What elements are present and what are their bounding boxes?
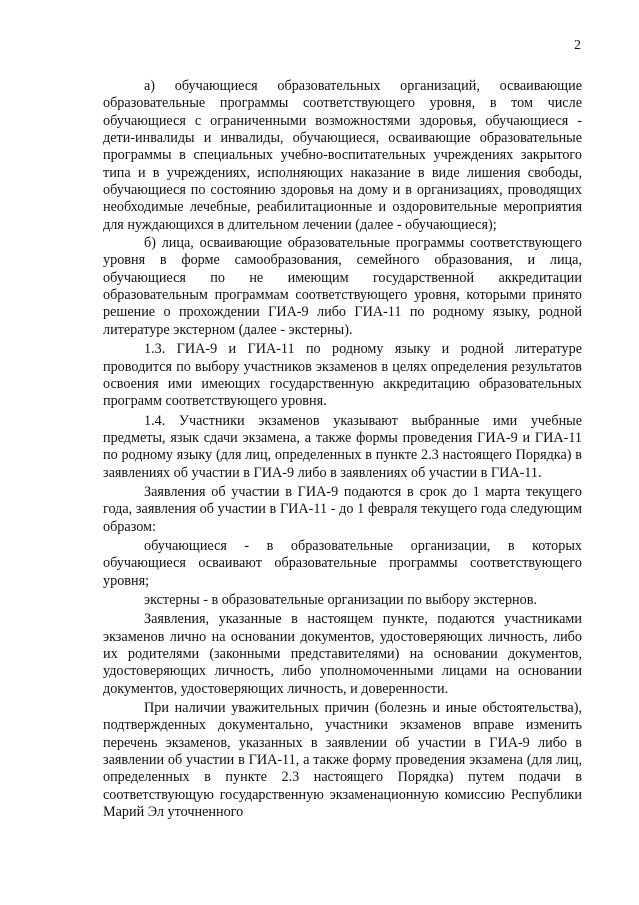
page-number: 2 — [574, 38, 581, 53]
paragraph-section-1-4: 1.4. Участники экзаменов указывают выбранные ими учебные предметы, язык сдачи экзамена, а также формы проведения ГИА-9 и ГИА-11 по родному языку (для лиц, определенных в пункте 2.3 настоящего Порядка) в заявлениях об участии в ГИА-9 либо в заявлениях об участии в ГИА-11. — [103, 412, 582, 481]
paragraph-externs-submit: экстерны - в образовательные организации по выбору экстернов. — [144, 591, 537, 608]
document-body — [103, 78, 582, 823]
paragraph-external-students: б) лица, осваивающие образовательные программы соответствующего уровня в форме самообразования, семейного образования, и лица, обучающиеся по не имеющим государственной аккредитации образовательным программам соответствующего уровня, которыми принято решение о прохождении ГИА-9 либо ГИА-11 по родному языку, родной литературе экстерном (далее - экстерны). — [103, 235, 582, 338]
paragraph-students: а) обучающиеся образовательных организаций, осваивающие образовательные программы соответствующего уровня, в том числе обучающиеся с ограниченными возможностями здоровья, обучающиеся - дети-инвалиды и инвалиды, обучающиеся, осваивающие образовательные программы в специальных учебно-воспитательных учреждениях закрытого типа и в учреждениях, исполняющих наказание в виде лишения свободы, обучающиеся по состоянию здоровья на дому и в организациях, проводящих необходимые лечебные, реабилитационные и оздоровительные мероприятия для нуждающихся в длительном лечении (далее - обучающиеся); — [103, 78, 582, 233]
paragraph-valid-reasons: При наличии уважительных причин (болезнь и иные обстоятельства), подтвержденных документально, участники экзаменов вправе изменить перечень экзаменов, указанных в заявлении об участии в ГИА-9 либо в заявлении об участии в ГИА-11, а также форму проведения экзамена (для лиц, определенных в пункте 2.3 настоящего Порядка) путем подачи в соответствующую государственную экзаменационную комиссию Республики Марий Эл уточненного — [103, 700, 582, 821]
paragraph-application-deadlines: Заявления об участии в ГИА-9 подаются в срок до 1 марта текущего года, заявления об участии в ГИА-11 - до 1 февраля текущего года следующим образом: — [103, 483, 582, 535]
paragraph-section-1-3: 1.3. ГИА-9 и ГИА-11 по родному языку и родной литературе проводится по выбору участников экзаменов в целях определения результатов освоения ими имеющих государственную аккредитацию образовательных программ соответствующего уровня. — [103, 341, 582, 410]
paragraph-students-submit: обучающиеся - в образовательные организации, в которых обучающиеся осваивают образовательные программы соответствующего уровня; — [103, 537, 582, 589]
paragraph-submission-method: Заявления, указанные в настоящем пункте, подаются участниками экзаменов лично на основании документов, удостоверяющих личность, либо их родителями (законными представителями) на основании документов, удостоверяющих личность, либо уполномоченными лицами на основании документов, удостоверяющих личность, и доверенности. — [103, 611, 582, 697]
